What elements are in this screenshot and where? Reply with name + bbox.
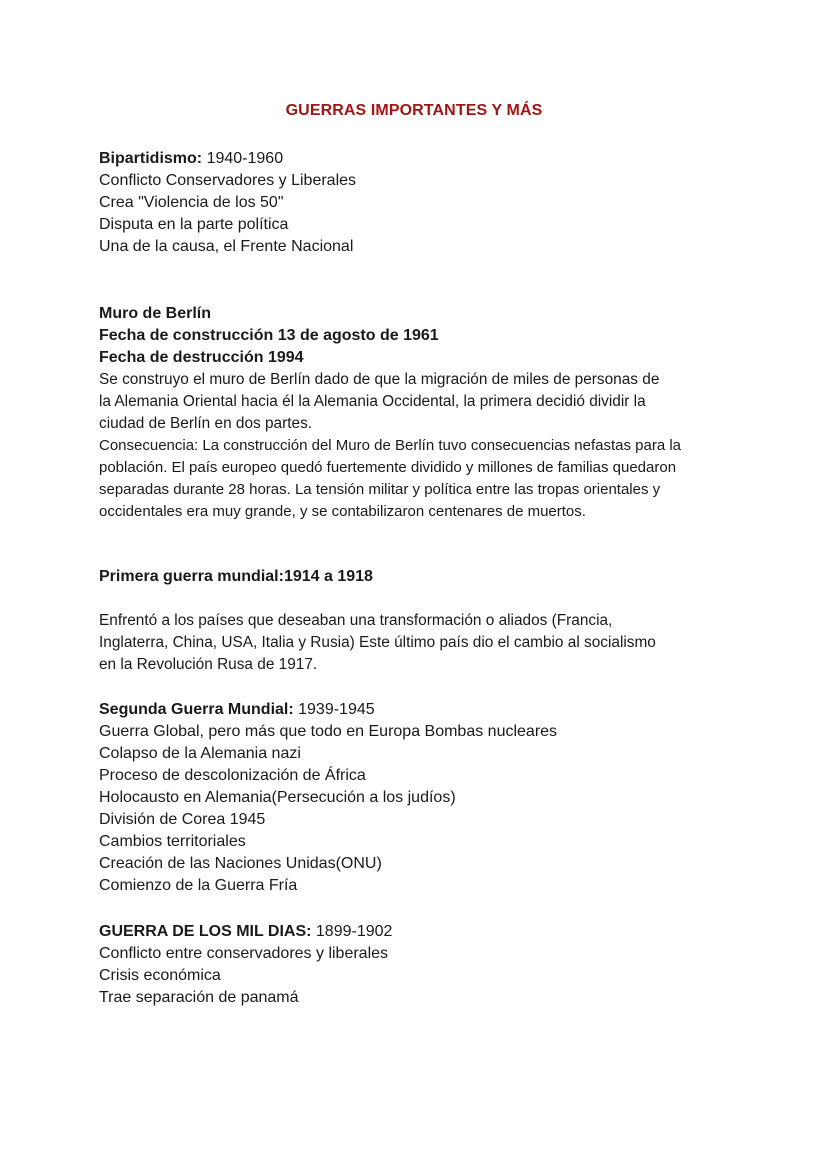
list-item: Comienzo de la Guerra Fría — [99, 877, 298, 894]
section-dates: 1940-1960 — [202, 150, 284, 167]
section-heading-line — [99, 148, 739, 170]
section-primera-guerra — [99, 566, 739, 588]
section-heading: Segunda Guerra Mundial: — [99, 701, 294, 718]
section-guerra-mil-dias — [99, 921, 739, 1009]
consequence-line: occidentales era muy grande, y se contabilizaron centenares de muertos. — [99, 503, 586, 520]
section-heading-line — [99, 921, 739, 943]
list-item: Crisis económica — [99, 967, 221, 984]
section-heading: Muro de Berlín — [99, 305, 212, 322]
list-item: División de Corea 1945 — [99, 811, 266, 828]
section-segunda-guerra — [99, 699, 739, 897]
list-item: Trae separación de panamá — [99, 989, 299, 1006]
paragraph-line: en la Revolución Rusa de 1917. — [99, 656, 318, 673]
list-item: Proceso de descolonización de África — [99, 767, 366, 784]
section-muro-berlin — [99, 303, 739, 523]
list-item: Una de la causa, el Frente Nacional — [99, 238, 354, 255]
list-item: Holocausto en Alemania(Persecución a los judíos) — [99, 789, 456, 806]
list-item: Guerra Global, pero más que todo en Europa Bombas nucleares — [99, 723, 558, 740]
section-heading: Bipartidismo: — [99, 150, 203, 167]
list-item: Conflicto entre conservadores y liberales — [99, 945, 389, 962]
consequence-line: separadas durante 28 horas. La tensión militar y política entre las tropas orientales y — [99, 481, 661, 498]
consequence-line: Consecuencia: La construcción del Muro de Berlín tuvo consecuencias nefastas para la — [99, 437, 682, 454]
section-heading-line — [99, 699, 739, 721]
section-dates: 1939-1945 — [293, 701, 375, 718]
consequence-line: población. El país europeo quedó fuertemente dividido y millones de familias quedaron — [99, 459, 677, 476]
paragraph-line: la Alemania Oriental hacia él la Alemania Occidental, la primera decidió dividir la — [99, 393, 646, 410]
paragraph-line: Enfrentó a los países que deseaban una transformación o aliados (Francia, — [99, 612, 613, 629]
list-item: Cambios territoriales — [99, 833, 246, 850]
list-item: Colapso de la Alemania nazi — [99, 745, 301, 762]
section-dates: 1899-1902 — [311, 923, 393, 940]
section-heading: GUERRA DE LOS MIL DIAS: — [99, 923, 312, 940]
section-bipartidismo — [99, 148, 739, 258]
list-item: Conflicto Conservadores y Liberales — [99, 172, 357, 189]
section-primera-guerra-paragraph — [99, 610, 739, 676]
section-heading: Primera guerra mundial:1914 a 1918 — [99, 568, 373, 585]
paragraph-line: ciudad de Berlín en dos partes. — [99, 415, 313, 432]
document-title: GUERRAS IMPORTANTES Y MÁS — [285, 102, 543, 119]
paragraph-line: Se construyo el muro de Berlín dado de que la migración de miles de personas de — [99, 371, 660, 388]
list-item: Disputa en la parte política — [99, 216, 289, 233]
destruction-date: Fecha de destrucción 1994 — [99, 349, 304, 366]
paragraph-line: Inglaterra, China, USA, Italia y Rusia) Este último país dio el cambio al socialismo — [99, 634, 656, 651]
list-item: Creación de las Naciones Unidas(ONU) — [99, 855, 382, 872]
construction-date: Fecha de construcción 13 de agosto de 1961 — [99, 327, 439, 344]
list-item: Crea "Violencia de los 50" — [99, 194, 284, 211]
